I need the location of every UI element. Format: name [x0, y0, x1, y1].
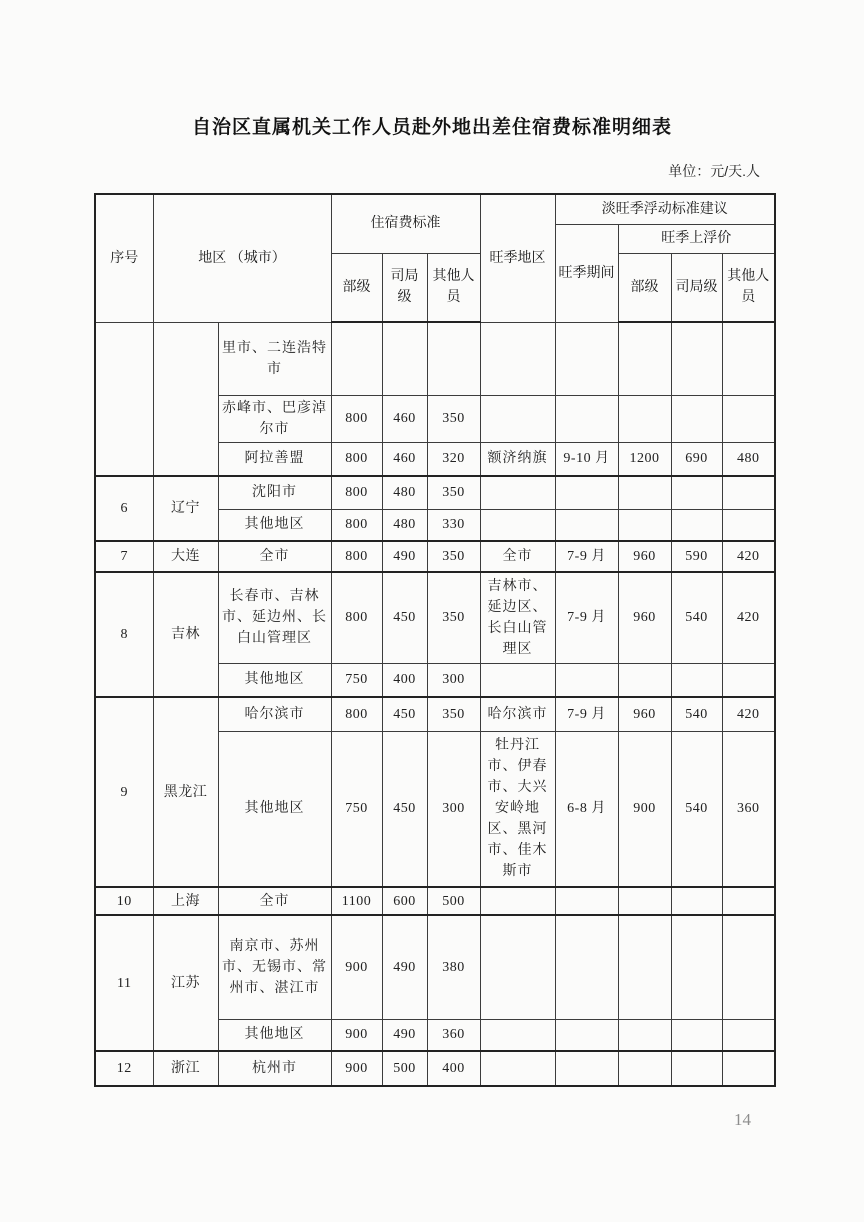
table-cell: 800 — [331, 697, 382, 731]
table-cell: 600 — [382, 887, 427, 915]
table-row — [95, 572, 775, 663]
table-cell: 11 — [95, 915, 153, 1051]
table-cell: 480 — [382, 476, 427, 509]
table-cell-empty — [722, 915, 775, 1019]
table-row — [95, 887, 775, 915]
table-cell-empty — [618, 663, 671, 697]
table-cell: 大连 — [153, 541, 218, 572]
table-cell: 420 — [722, 541, 775, 572]
table-cell: 360 — [427, 1019, 480, 1051]
table-row — [95, 322, 775, 395]
table-cell: 800 — [331, 509, 382, 541]
table-cell-empty — [555, 1019, 618, 1051]
table-body — [95, 322, 775, 1086]
table-cell: 750 — [331, 731, 382, 887]
table-cell: 其他地区 — [218, 509, 331, 541]
table-cell: 其他地区 — [218, 1019, 331, 1051]
table-cell-empty — [722, 887, 775, 915]
table-cell: 380 — [427, 915, 480, 1019]
table-cell: 7-9 月 — [555, 572, 618, 663]
table-cell: 南京市、苏州市、无锡市、常州市、湛江市 — [218, 915, 331, 1019]
table-cell: 1100 — [331, 887, 382, 915]
header-rank-minister-peak: 部级 — [618, 253, 671, 322]
table-row — [95, 1051, 775, 1086]
table-cell-empty — [618, 509, 671, 541]
table-cell: 其他地区 — [218, 731, 331, 887]
table-cell-empty — [671, 1051, 722, 1086]
table-cell-empty — [555, 476, 618, 509]
table-cell: 400 — [427, 1051, 480, 1086]
table-cell: 赤峰市、巴彦淖尔市 — [218, 395, 331, 442]
header-lodging-standard: 住宿费标准 — [331, 194, 480, 253]
table-cell: 450 — [382, 697, 427, 731]
table-cell: 哈尔滨市 — [218, 697, 331, 731]
header-rank-other: 其他人员 — [427, 253, 480, 322]
table-cell-empty — [671, 915, 722, 1019]
table-cell-empty — [427, 322, 480, 395]
table-cell-empty — [480, 395, 555, 442]
table-cell: 300 — [427, 731, 480, 887]
table-cell-empty — [555, 395, 618, 442]
table-cell: 6 — [95, 476, 153, 541]
table-cell: 牡丹江市、伊春市、大兴安岭地区、黑河市、佳木斯市 — [480, 731, 555, 887]
table-cell: 900 — [331, 915, 382, 1019]
table-cell: 960 — [618, 572, 671, 663]
table-cell-empty — [153, 322, 218, 476]
table-cell: 沈阳市 — [218, 476, 331, 509]
table-cell-empty — [555, 1051, 618, 1086]
table-cell: 450 — [382, 572, 427, 663]
table-cell: 12 — [95, 1051, 153, 1086]
table-cell: 350 — [427, 541, 480, 572]
table-cell-empty — [480, 915, 555, 1019]
header-peak-period: 旺季期间 — [555, 224, 618, 322]
table-cell: 10 — [95, 887, 153, 915]
table-cell-empty — [555, 509, 618, 541]
table-cell: 900 — [331, 1019, 382, 1051]
table-cell: 350 — [427, 697, 480, 731]
header-rank-bureau-peak: 司局级 — [671, 253, 722, 322]
page-title: 自治区直属机关工作人员赴外地出差住宿费标准明细表 — [191, 117, 672, 138]
header-rank-bureau: 司局级 — [382, 253, 427, 322]
table-cell: 490 — [382, 915, 427, 1019]
table-cell: 全市 — [218, 541, 331, 572]
page-number: 14 — [734, 1110, 751, 1129]
header-peak-markup: 旺季上浮价 — [618, 224, 775, 253]
table-row — [95, 541, 775, 572]
table-cell: 吉林市、延边区、长白山管理区 — [480, 572, 555, 663]
table-cell-empty — [555, 887, 618, 915]
table-cell: 460 — [382, 442, 427, 476]
table-cell: 450 — [382, 731, 427, 887]
table-cell: 长春市、吉林市、延边州、长白山管理区 — [218, 572, 331, 663]
table-cell: 960 — [618, 697, 671, 731]
table-cell: 900 — [618, 731, 671, 887]
table-cell-empty — [480, 509, 555, 541]
table-cell: 8 — [95, 572, 153, 697]
table-cell-empty — [671, 509, 722, 541]
table-cell-empty — [671, 322, 722, 395]
table-cell-empty — [671, 476, 722, 509]
table-cell-empty — [555, 322, 618, 395]
table-cell: 800 — [331, 572, 382, 663]
table-cell: 哈尔滨市 — [480, 697, 555, 731]
table-cell: 黑龙江 — [153, 697, 218, 887]
table-cell: 浙江 — [153, 1051, 218, 1086]
table-cell: 350 — [427, 395, 480, 442]
table-cell-empty — [722, 1051, 775, 1086]
table-cell: 590 — [671, 541, 722, 572]
table-cell: 7 — [95, 541, 153, 572]
table-cell-empty — [480, 1051, 555, 1086]
table-cell-empty — [480, 887, 555, 915]
table-cell-empty — [722, 1019, 775, 1051]
table-row — [95, 697, 775, 731]
table-cell: 690 — [671, 442, 722, 476]
table-cell-empty — [555, 663, 618, 697]
table-cell-empty — [618, 915, 671, 1019]
table-cell: 800 — [331, 541, 382, 572]
table-cell: 350 — [427, 476, 480, 509]
table-cell: 7-9 月 — [555, 697, 618, 731]
header-peak-region: 旺季地区 — [480, 194, 555, 322]
header-float-suggestion: 淡旺季浮动标准建议 — [555, 194, 775, 224]
table-cell-empty — [618, 395, 671, 442]
table-cell: 480 — [722, 442, 775, 476]
table-cell: 360 — [722, 731, 775, 887]
table-cell: 杭州市 — [218, 1051, 331, 1086]
table-cell: 480 — [382, 509, 427, 541]
table-cell-empty — [671, 395, 722, 442]
table-cell-empty — [722, 509, 775, 541]
table-cell: 1200 — [618, 442, 671, 476]
table-cell: 540 — [671, 731, 722, 887]
table-cell-empty — [480, 476, 555, 509]
table-cell-empty — [722, 395, 775, 442]
table-cell: 全市 — [218, 887, 331, 915]
header-rank-minister: 部级 — [331, 253, 382, 322]
table-cell: 其他地区 — [218, 663, 331, 697]
header-seq: 序号 — [95, 194, 153, 322]
table-cell-empty — [618, 476, 671, 509]
table-cell-empty — [722, 663, 775, 697]
table-cell-empty — [382, 322, 427, 395]
table-cell-empty — [618, 887, 671, 915]
table-header — [95, 194, 775, 322]
table-cell-empty — [618, 1019, 671, 1051]
table-cell-empty — [95, 322, 153, 476]
table-cell-empty — [671, 1019, 722, 1051]
table-cell: 900 — [331, 1051, 382, 1086]
table-cell: 400 — [382, 663, 427, 697]
table-cell: 350 — [427, 572, 480, 663]
table-cell-empty — [480, 1019, 555, 1051]
table-cell: 490 — [382, 1019, 427, 1051]
table-cell: 500 — [427, 887, 480, 915]
table-cell-empty — [671, 887, 722, 915]
table-cell: 750 — [331, 663, 382, 697]
table-cell: 800 — [331, 476, 382, 509]
table-cell-empty — [555, 915, 618, 1019]
table-cell-empty — [618, 1051, 671, 1086]
table-cell: 800 — [331, 395, 382, 442]
header-rank-other-peak: 其他人员 — [722, 253, 775, 322]
table-cell: 上海 — [153, 887, 218, 915]
unit-note: 单位：元/天.人 — [668, 163, 760, 179]
table-cell: 540 — [671, 697, 722, 731]
table-cell-empty — [618, 322, 671, 395]
table-cell-empty — [480, 322, 555, 395]
table-cell: 300 — [427, 663, 480, 697]
table-cell: 500 — [382, 1051, 427, 1086]
table-cell: 420 — [722, 697, 775, 731]
table-cell: 320 — [427, 442, 480, 476]
table-cell-empty — [722, 476, 775, 509]
table-row — [95, 915, 775, 1019]
table-cell: 460 — [382, 395, 427, 442]
table-cell: 辽宁 — [153, 476, 218, 541]
table-cell: 540 — [671, 572, 722, 663]
table-cell: 7-9 月 — [555, 541, 618, 572]
table-cell: 吉林 — [153, 572, 218, 697]
table-cell-empty — [480, 663, 555, 697]
table-cell: 330 — [427, 509, 480, 541]
table-cell: 江苏 — [153, 915, 218, 1051]
table-cell-empty — [331, 322, 382, 395]
table-cell: 800 — [331, 442, 382, 476]
lodging-standards-table — [94, 193, 776, 1087]
table-cell: 阿拉善盟 — [218, 442, 331, 476]
table-cell-empty — [671, 663, 722, 697]
header-region-city: 地区 （城市） — [153, 194, 331, 322]
table-cell: 全市 — [480, 541, 555, 572]
table-cell: 额济纳旗 — [480, 442, 555, 476]
table-cell: 6-8 月 — [555, 731, 618, 887]
table-row — [95, 476, 775, 509]
table-cell: 960 — [618, 541, 671, 572]
table-cell: 里市、二连浩特市 — [218, 322, 331, 395]
table-cell-empty — [722, 322, 775, 395]
table-cell: 490 — [382, 541, 427, 572]
table-cell: 9-10 月 — [555, 442, 618, 476]
table-cell: 420 — [722, 572, 775, 663]
table-cell: 9 — [95, 697, 153, 887]
